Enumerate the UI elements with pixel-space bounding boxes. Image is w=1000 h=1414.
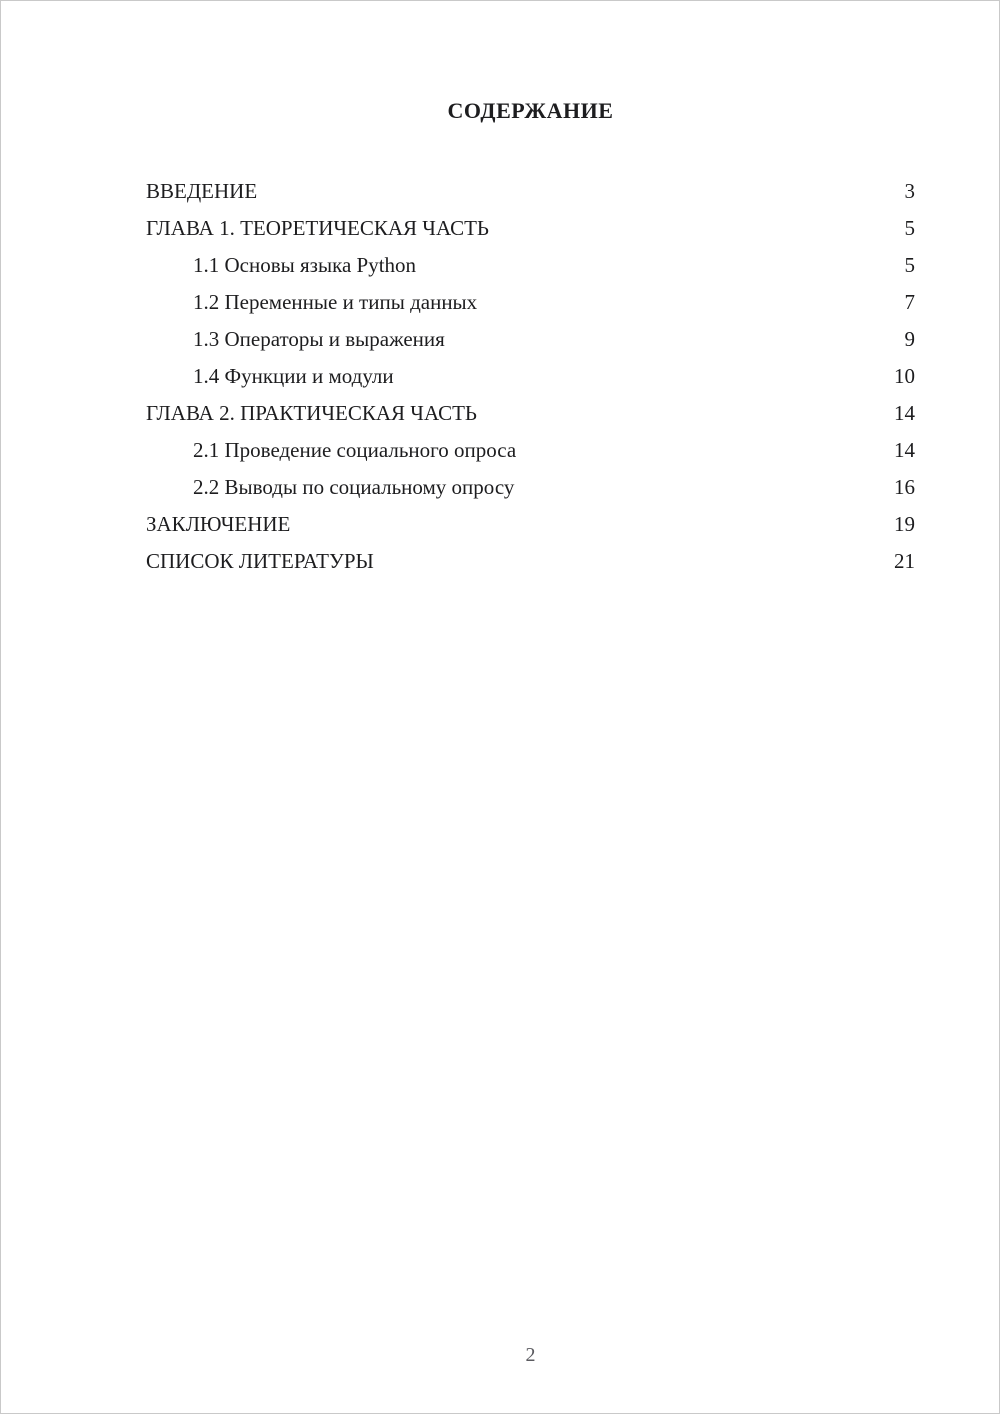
table-of-contents: [1, 173, 999, 580]
toc-entry-label: ВВЕДЕНИЕ: [146, 179, 258, 203]
toc-row-section-1-1: [146, 247, 915, 284]
toc-entry-label: 1.4 Функции и модули: [193, 364, 394, 388]
toc-entry-label: 2.1 Проведение социального опроса: [193, 438, 517, 462]
page-number-footer: 2: [525, 1344, 536, 1366]
toc-row-chapter-1: [146, 210, 915, 247]
toc-row-section-2-2: [146, 469, 915, 506]
toc-entry-page: 14: [894, 438, 915, 462]
toc-row-section-1-2: [146, 284, 915, 321]
toc-row-section-1-4: [146, 358, 915, 395]
toc-row-introduction: [146, 173, 915, 210]
toc-title: СОДЕРЖАНИЕ: [447, 98, 614, 123]
toc-entry-label: ГЛАВА 2. ПРАКТИЧЕСКАЯ ЧАСТЬ: [146, 401, 477, 425]
toc-entry-label: 1.3 Операторы и выражения: [193, 327, 445, 351]
toc-entry-page: 14: [894, 401, 915, 425]
toc-entry-label: СПИСОК ЛИТЕРАТУРЫ: [146, 549, 374, 573]
toc-entry-page: 10: [894, 364, 915, 388]
toc-entry-page: 19: [894, 512, 915, 536]
toc-entry-label: ЗАКЛЮЧЕНИЕ: [146, 512, 291, 536]
toc-entry-label: ГЛАВА 1. ТЕОРЕТИЧЕСКАЯ ЧАСТЬ: [146, 216, 489, 240]
toc-entry-page: 9: [904, 327, 915, 351]
toc-entry-page: 16: [894, 475, 915, 499]
toc-entry-page: 3: [904, 179, 915, 203]
toc-row-chapter-2: [146, 395, 915, 432]
toc-row-bibliography: [146, 543, 915, 580]
toc-entry-label: 2.2 Выводы по социальному опросу: [193, 475, 515, 499]
toc-row-section-1-3: [146, 321, 915, 358]
toc-entry-page: 21: [894, 549, 915, 573]
toc-entry-label: 1.1 Основы языка Python: [193, 253, 417, 277]
toc-row-conclusion: [146, 506, 915, 543]
toc-entry-page: 5: [904, 216, 915, 240]
toc-entry-label: 1.2 Переменные и типы данных: [193, 290, 478, 314]
toc-row-section-2-1: [146, 432, 915, 469]
toc-entry-page: 5: [904, 253, 915, 277]
toc-entry-page: 7: [904, 290, 915, 314]
